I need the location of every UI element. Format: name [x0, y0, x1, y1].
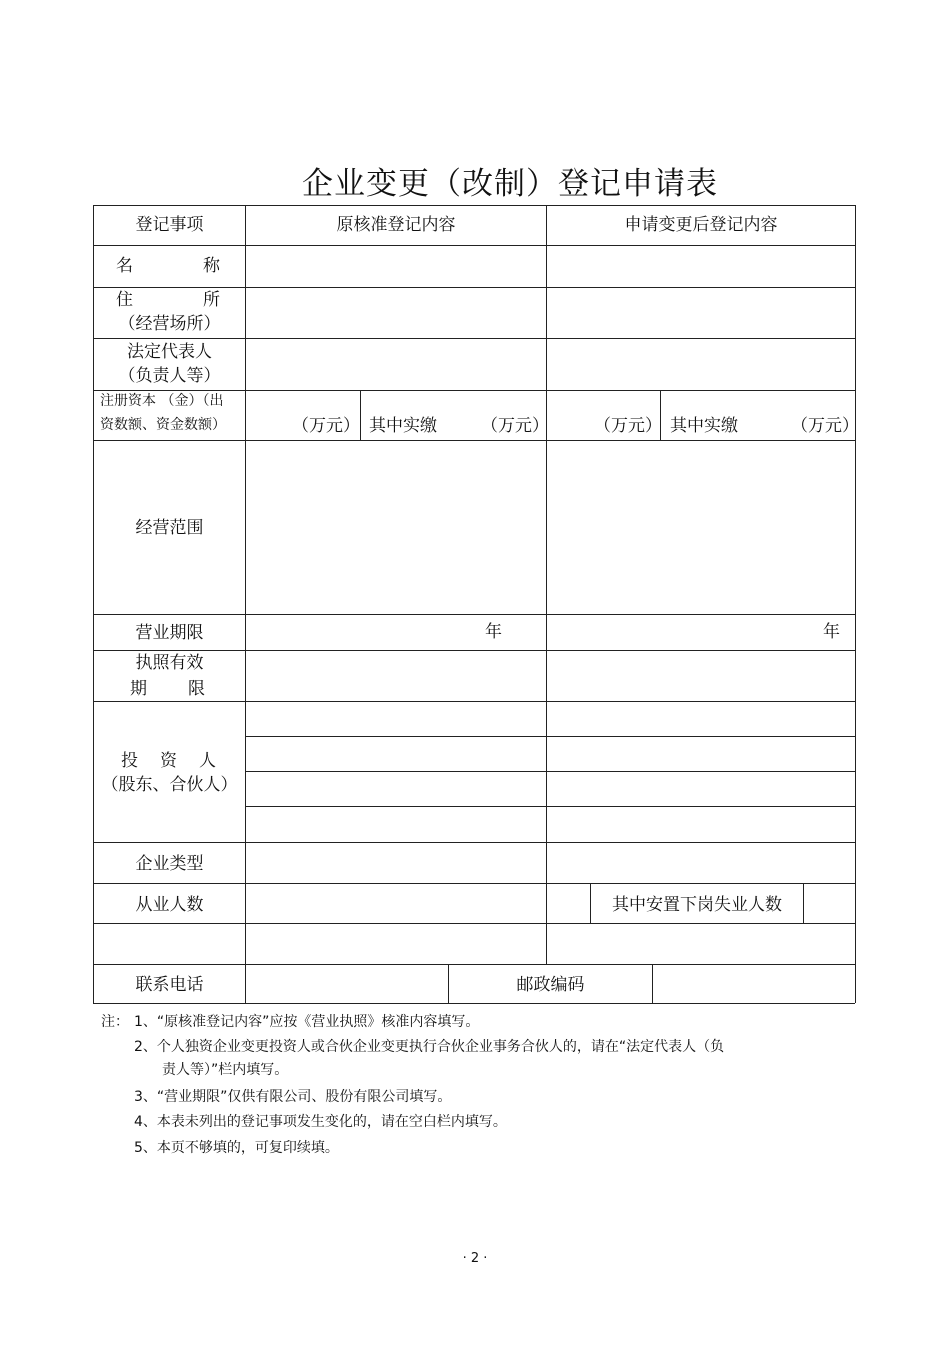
postcode-label: 邮政编码: [516, 975, 585, 995]
page-title: 企业变更（改制）登记申请表: [302, 166, 718, 202]
scope-new-field[interactable]: [547, 441, 855, 614]
note-item: 责人等）”栏内填写。: [162, 1062, 289, 1078]
postcode-field[interactable]: [653, 965, 855, 1003]
license-term-new-field[interactable]: [547, 651, 855, 701]
phone-field[interactable]: [246, 965, 448, 1003]
page: 企业变更（改制）登记申请表 登记事项 原核准登记内容 申请变更后登记内容 名 称 住 所 （经营场所） 法定代表人 （负责人等） 注册资本 （金）（出 资数额、资金数额） （万元） 其中实缴 （万元） （万元） 其中实缴 （万元） 经营范围 营业期限 年 年 执照有效 期 限 投 资 人 （股东、合伙人） 企业类型 从业人数 其中安置下岗失业人数 联系电话 邮政编码 注： 1、“原核准登记内容”应按《营业执照》核准内容填写。 2、个人独资企业变更投资人或合伙企业变更执行合伙企业事务合伙人的，请在“法定代表人（负 责人等）”栏内填写。 3、“营业期限”仅供有限公司、股份有限公司填写。 4、本表未列出的登记事项发生变化的，请在空白栏内填写。 5、本页不够填的，可复印续填。 · 2 ·: [0, 0, 950, 1345]
header-original-label: 原核准登记内容: [336, 215, 456, 235]
row-employees-label: 从业人数: [135, 895, 204, 915]
term-original-unit: 年: [485, 622, 502, 642]
row-term-label: 营业期限: [135, 623, 204, 643]
page-number: · 2 ·: [462, 1251, 488, 1266]
note-item: 3、“营业期限”仅供有限公司、股份有限公司填写。: [134, 1089, 452, 1105]
notes-prefix: 注：: [101, 1014, 129, 1030]
capital-new-paid-label: 其中实缴: [670, 416, 738, 436]
note-item: 2、个人独资企业变更投资人或合伙企业变更执行合伙企业事务合伙人的，请在“法定代表人（负: [134, 1039, 725, 1055]
capital-original-paid-unit: （万元）: [481, 416, 549, 436]
address-new-field[interactable]: [547, 288, 855, 338]
row-scope-label: 经营范围: [135, 518, 204, 538]
header-item-label: 登记事项: [135, 215, 204, 235]
license-term-original-field[interactable]: [246, 651, 546, 701]
header-new-label: 申请变更后登记内容: [624, 215, 778, 235]
capital-original-unit: （万元）: [292, 416, 360, 436]
legal-rep-original-field[interactable]: [246, 339, 546, 390]
name-original-field[interactable]: [246, 246, 546, 287]
address-original-field[interactable]: [246, 288, 546, 338]
term-new-unit: 年: [823, 622, 840, 642]
capital-new-paid-unit: （万元）: [791, 416, 859, 436]
name-new-field[interactable]: [547, 246, 855, 287]
note-item: 5、本页不够填的，可复印续填。: [134, 1140, 339, 1156]
capital-original-paid-label: 其中实缴: [369, 416, 437, 436]
row-company-type-label: 企业类型: [135, 854, 204, 874]
legal-rep-new-field[interactable]: [547, 339, 855, 390]
note-item: 1、“原核准登记内容”应按《营业执照》核准内容填写。: [134, 1014, 480, 1030]
row-phone-label: 联系电话: [135, 975, 204, 995]
laid-off-count-label: 其中安置下岗失业人数: [612, 895, 782, 915]
scope-original-field[interactable]: [246, 441, 546, 614]
note-item: 4、本表未列出的登记事项发生变化的，请在空白栏内填写。: [134, 1114, 507, 1130]
capital-new-unit: （万元）: [594, 416, 662, 436]
